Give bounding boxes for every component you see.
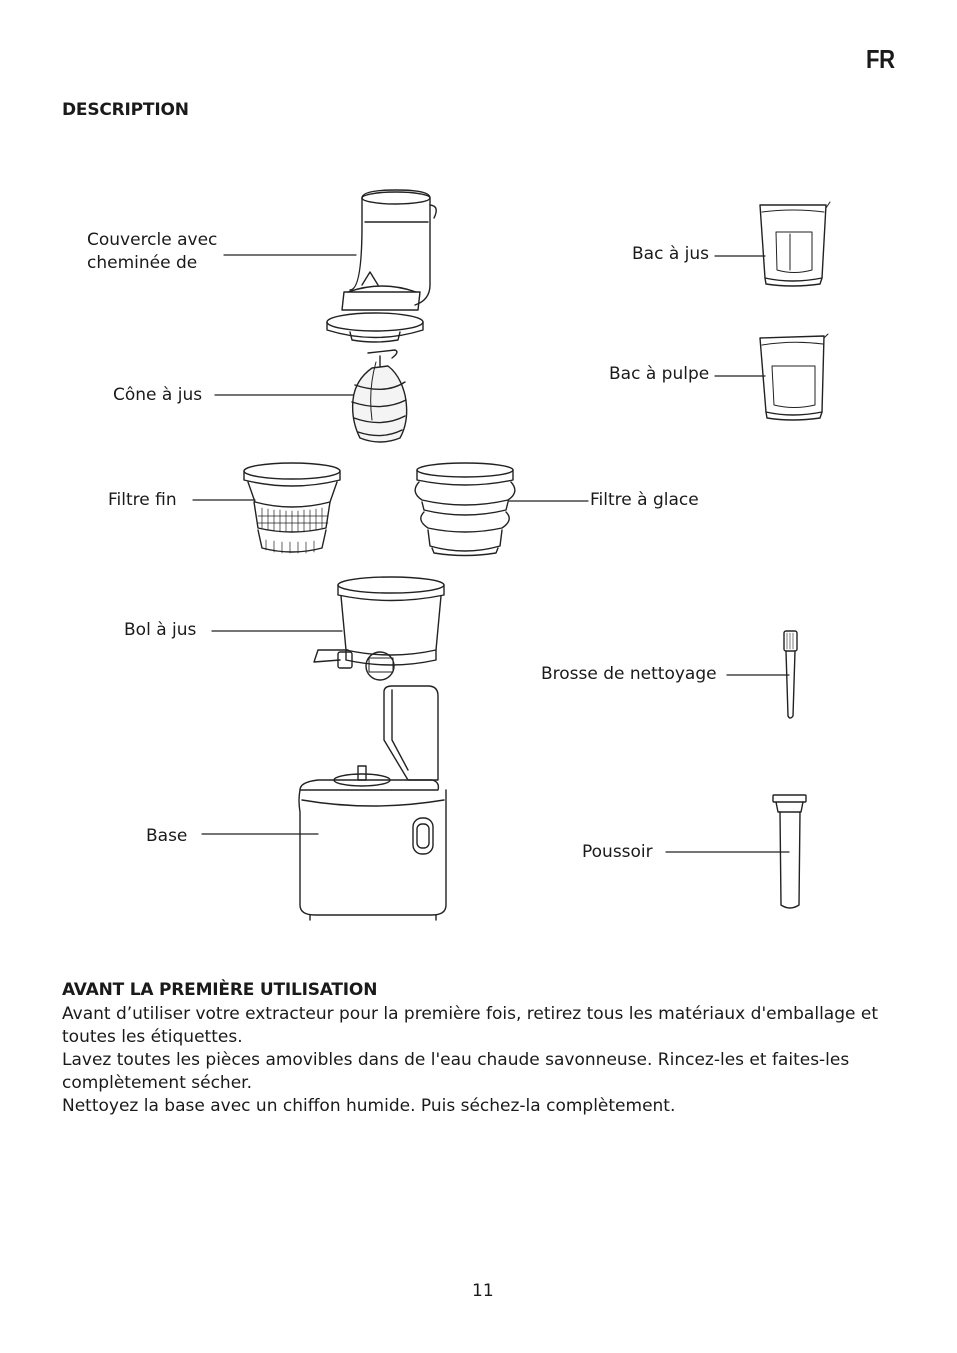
first-use-instructions (62, 1003, 882, 1118)
fine-filter-illustration (244, 463, 340, 553)
label-fine-filter: Filtre fin (108, 490, 177, 510)
first-use-paragraph: Nettoyez la base avec un chiffon humide. Puis séchez-la complètement. (62, 1096, 676, 1116)
label-juice-bowl: Bol à jus (124, 620, 197, 640)
first-use-paragraph: Avant d’utiliser votre extracteur pour la première fois, retirez tous les matériaux d'emballage et toutes les étiquettes. (62, 1004, 878, 1047)
label-pulp-cup: Bac à pulpe (609, 364, 710, 384)
label-base: Base (146, 826, 188, 846)
label-cleaning-brush: Brosse de nettoyage (541, 664, 717, 684)
first-use-paragraph: Lavez toutes les pièces amovibles dans de l'eau chaude savonneuse. Rincez-les et faites-les complètement sécher. (62, 1050, 850, 1093)
language-code: FR (866, 44, 895, 74)
label-ice-filter: Filtre à glace (590, 490, 699, 510)
label-pusher: Poussoir (582, 842, 653, 862)
pulp-cup-illustration (760, 334, 828, 420)
description-title: DESCRIPTION (62, 100, 189, 120)
base-illustration (299, 686, 446, 920)
label-juice-cone: Cône à jus (113, 385, 203, 405)
label-lid-chimney: Couvercle avec cheminée de (87, 230, 218, 273)
juice-bowl-illustration (314, 577, 444, 680)
label-juice-cup: Bac à jus (632, 244, 710, 264)
juice-cup-illustration (760, 202, 830, 286)
lid-chimney-illustration (327, 190, 436, 342)
ice-filter-illustration (415, 463, 515, 556)
auger-illustration (352, 350, 407, 442)
page-number: 11 (472, 1281, 494, 1301)
first-use-title: AVANT LA PREMIÈRE UTILISATION (62, 980, 378, 1000)
